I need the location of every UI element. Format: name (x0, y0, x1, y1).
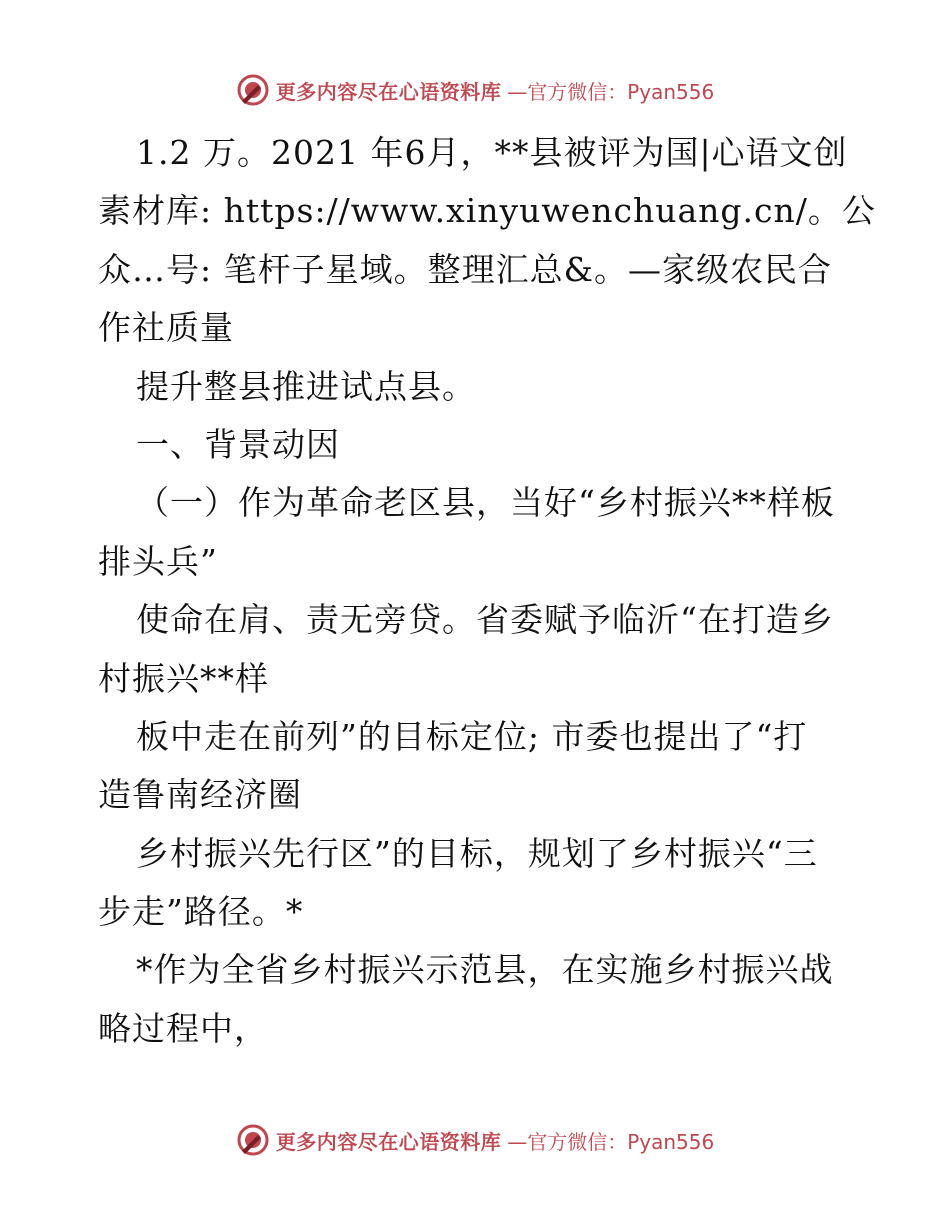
text-line: 村振兴**样 (98, 658, 269, 698)
text-line: 素材库: https://www.xinyuwenchuang.cn/。公 (98, 191, 876, 231)
subsection-heading: 排头兵” (98, 541, 218, 581)
text-line: 板中走在前列”的目标定位; 市委也提出了“打 (136, 716, 808, 756)
text-line: 提升整县推进试点县。 (136, 366, 476, 406)
document-body (98, 124, 876, 1058)
text-line: 步走”路径。* (98, 892, 304, 932)
text-line: 使命在肩、责无旁贷。省委赋予临沂“在打造乡 (136, 600, 834, 640)
watermark-contact: —官方微信：Pyan556 (507, 1129, 715, 1154)
text-line: 1.2 万。2021 年6月，**县被评为国|心语文创 (136, 133, 848, 172)
text-line: 乡村振兴先行区”的目标，规划了乡村振兴“三 (136, 833, 818, 873)
text-line: 作社质量 (98, 308, 234, 348)
text-line: 众…号: 笔杆子星域。整理汇总&。—家级农民合 (98, 249, 832, 289)
watermark-brand: 更多内容尽在心语资料库 (275, 1129, 502, 1154)
subsection-heading: （一）作为革命老区县，当好“乡村振兴**样板 (136, 483, 835, 523)
pen-logo-icon (236, 1123, 270, 1157)
text-line: 造鲁南经济圈 (98, 775, 302, 815)
watermark-brand: 更多内容尽在心语资料库 (275, 79, 502, 104)
footer-watermark (0, 1120, 950, 1160)
pen-logo-icon (236, 73, 270, 107)
text-line: *作为全省乡村振兴示范县，在实施乡村振兴战 (136, 950, 834, 990)
section-heading: 一、背景动因 (136, 424, 340, 464)
watermark-contact: —官方微信：Pyan556 (507, 79, 715, 104)
header-watermark (0, 70, 950, 110)
text-line: 略过程中， (98, 1008, 268, 1048)
